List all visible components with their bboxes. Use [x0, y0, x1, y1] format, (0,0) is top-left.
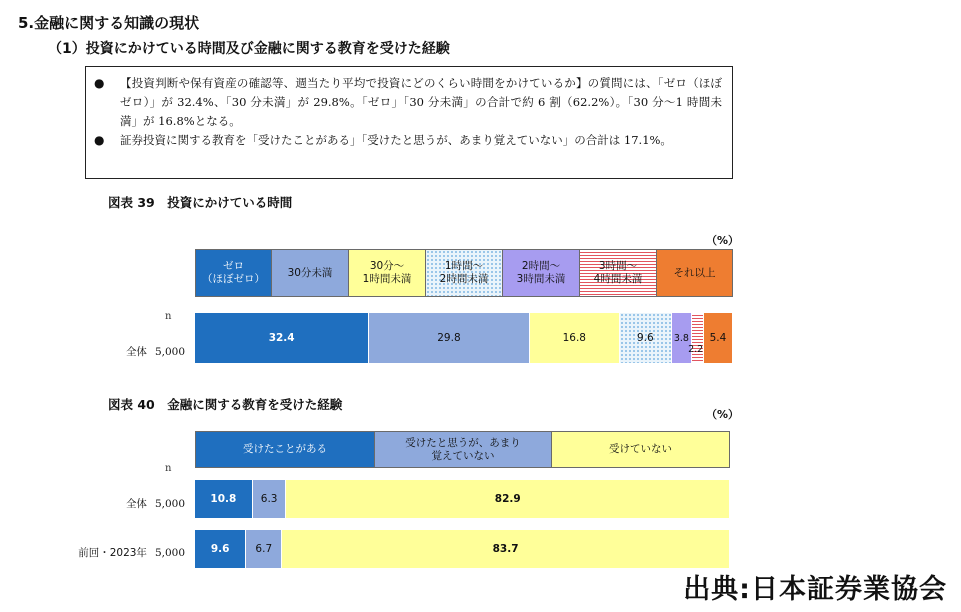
summary-box: [85, 66, 733, 179]
data-label: 10.8: [210, 492, 237, 505]
bar-segment-2: [253, 480, 287, 518]
figure-39-title: 図表 39 投資にかけている時間: [108, 195, 293, 210]
data-label: 6.3: [260, 492, 278, 505]
row-name: 前回・2023年: [78, 547, 147, 559]
bar-segment-3: [282, 530, 730, 568]
legend-item-2: 30分未満: [272, 249, 349, 297]
legend-item-4: 1時間～ 2時間未満: [426, 249, 503, 297]
legend-item-6: 3時間～ 4時間未満: [580, 249, 657, 297]
figure-40-bar-total: [195, 480, 730, 518]
data-label: 9.6: [636, 331, 654, 344]
bullet-icon: ●: [94, 76, 105, 90]
summary-bullet-1: [94, 74, 722, 131]
bar-segment-1: [195, 313, 369, 363]
figure-40-title: 図表 40 金融に関する教育を受けた経験: [108, 397, 343, 412]
figure-39-unit: （%）: [706, 234, 740, 247]
subsection-title: （1）投資にかけている時間及び金融に関する教育を受けた経験: [48, 41, 450, 57]
summary-bullet-2: [94, 131, 722, 150]
data-label: 32.4: [268, 331, 295, 344]
legend-item-7: それ以上: [657, 249, 733, 297]
row-n: 5,000: [154, 498, 185, 510]
bar-segment-1: [195, 530, 246, 568]
legend-item-1: ゼロ （ほぼゼロ）: [195, 249, 272, 297]
figure-40-bar-previous: [195, 530, 730, 568]
figure-40-legend-bar: [195, 431, 730, 468]
bar-segment-7: [704, 313, 733, 363]
legend-item-5: 2時間～ 3時間未満: [503, 249, 580, 297]
bar-segment-2: [246, 530, 282, 568]
data-label: 6.7: [255, 542, 273, 555]
bar-segment-3: [530, 313, 620, 363]
data-label: 16.8: [562, 331, 586, 344]
summary-text-1: 【投資判断や保有資産の確認等、週当たり平均で投資にどのくらい時間をかけているか】の質問には、「ゼロ（ほぼゼロ）」が 32.4%、「30 分未満」が 29.8%。「ゼロ」「30 分未満」の合計で約 6 割（62.2%）。「30 分～1 時間未満」が 16.8%となる。: [120, 76, 722, 128]
summary-text-2: 証券投資に関する教育を「受けたことがある」「受けたと思うが、あまり覚えていない」の合計は 17.1%。: [120, 133, 672, 147]
section-title: 5.金融に関する知識の現状: [18, 14, 200, 32]
bar-segment-2: [369, 313, 529, 363]
figure-39-row-label: [80, 344, 185, 359]
data-label: 29.8: [437, 331, 461, 344]
data-label: 9.6: [210, 542, 230, 555]
row-name: 全体: [125, 498, 147, 510]
data-label: 83.7: [492, 542, 519, 555]
row-n: 5,000: [154, 547, 185, 559]
figure-40-row-label-2: [60, 545, 185, 560]
legend-item-3: 受けていない: [552, 431, 730, 468]
bar-segment-4: [620, 313, 672, 363]
bar-segment-1: [195, 480, 253, 518]
figure-40-n-header: n: [165, 463, 172, 474]
data-label: 5.4: [709, 331, 727, 344]
row-name: 全体: [125, 346, 147, 358]
bar-segment-6: [688, 313, 704, 363]
data-label: 3.8: [673, 332, 689, 344]
data-label: 2.2: [688, 344, 704, 355]
source-credit: 出典:日本証券業協会: [683, 574, 947, 605]
figure-39-n-header: n: [165, 311, 172, 322]
figure-39-legend-bar: [195, 249, 733, 297]
row-n: 5,000: [154, 346, 185, 358]
figure-40-row-label-1: [60, 496, 185, 511]
data-label: 82.9: [494, 492, 521, 505]
legend-item-2: 受けたと思うが、あまり 覚えていない: [375, 431, 552, 468]
bullet-icon: ●: [94, 133, 105, 147]
figure-40-unit: （%）: [706, 408, 740, 421]
legend-item-1: 受けたことがある: [195, 431, 375, 468]
figure-39-bar-total: [195, 313, 733, 363]
bar-segment-3: [286, 480, 730, 518]
legend-item-3: 30分～ 1時間未満: [349, 249, 426, 297]
